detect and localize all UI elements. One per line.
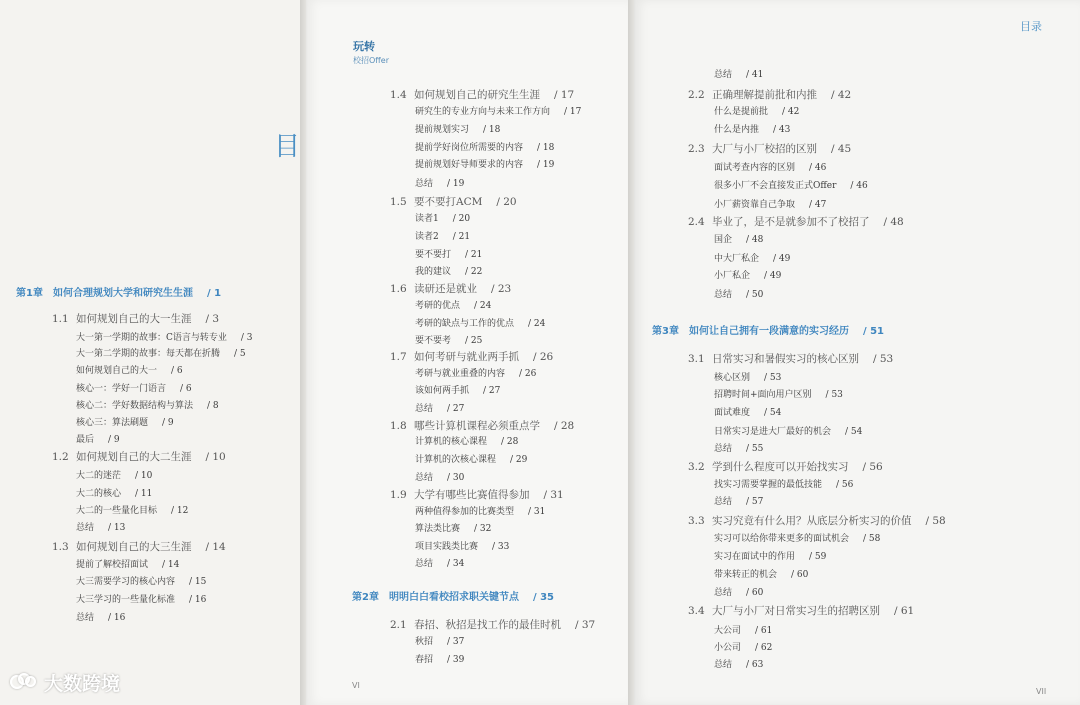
toc-title: 中大厂私企 <box>714 254 760 264</box>
toc-page: / 58 <box>863 534 881 544</box>
toc-subsection <box>415 434 518 447</box>
toc-title: 两种值得参加的比赛类型 <box>415 507 515 517</box>
toc-title: 提前规划好导师要求的内容 <box>415 160 524 170</box>
toc-page: / 25 <box>465 336 483 346</box>
toc-title: 总结 <box>76 523 95 533</box>
toc-page: / 32 <box>474 524 492 534</box>
toc-page: / 56 <box>862 461 883 473</box>
toc-page: / 47 <box>809 200 827 210</box>
toc-number: 2.3 <box>688 143 705 155</box>
toc-title: 大公司 <box>714 626 742 636</box>
toc-title: 核心区别 <box>714 373 751 383</box>
toc-title: 大学有哪些比赛值得参加 <box>414 489 530 501</box>
toc-title: 大厂与小厂对日常实习生的招聘区别 <box>712 605 880 617</box>
toc-subsection <box>415 157 554 170</box>
toc-subsection <box>76 381 192 394</box>
toc-page: / 24 <box>474 301 492 311</box>
toc-page: / 19 <box>447 179 465 189</box>
toc-subsection <box>714 477 853 490</box>
toc-section <box>390 487 564 502</box>
toc-title: 哪些计算机课程必须重点学 <box>414 420 540 432</box>
toc-page: / 49 <box>764 271 782 281</box>
toc-page: / 10 <box>205 451 226 463</box>
toc-subsection <box>714 585 763 598</box>
toc-subsection <box>714 268 781 281</box>
toc-page: / 45 <box>831 143 852 155</box>
toc-subsection <box>76 610 125 623</box>
toc-page: / 22 <box>465 267 483 277</box>
toc-page: / 42 <box>831 89 852 101</box>
running-head-subtitle: 校招Offer <box>353 56 390 65</box>
toc-title: 总结 <box>714 588 733 598</box>
toc-page: / 43 <box>773 125 791 135</box>
toc-page: / 48 <box>883 216 904 228</box>
toc-page: / 31 <box>543 489 564 501</box>
toc-subsection <box>76 574 206 587</box>
toc-number: 第2章 <box>352 592 379 603</box>
toc-subsection <box>76 363 183 376</box>
toc-page: / 53 <box>764 373 782 383</box>
toc-section <box>52 539 226 554</box>
toc-subsection <box>714 287 763 300</box>
toc-subsection <box>415 176 464 189</box>
toc-subsection <box>714 657 763 670</box>
toc-subsection <box>714 567 808 580</box>
toc-title: 如何让自己拥有一段满意的实习经历 <box>688 326 849 337</box>
watermark <box>10 669 120 696</box>
toc-title: 读研还是就业 <box>414 283 477 295</box>
toc-page: / 17 <box>554 89 575 101</box>
toc-title: 正确理解提前批和内推 <box>712 89 817 101</box>
toc-title: 春招、秋招是找工作的最佳时机 <box>414 619 561 631</box>
toc-page: / 60 <box>746 588 764 598</box>
toc-section <box>688 513 946 528</box>
toc-section <box>390 418 574 433</box>
toc-title: 总结 <box>415 559 434 569</box>
toc-title: 提前学好岗位所需要的内容 <box>415 143 524 153</box>
toc-subsection <box>76 503 188 516</box>
toc-section <box>688 214 904 229</box>
toc-subsection <box>415 383 500 396</box>
toc-title: 毕业了，是不是就参加不了校招了 <box>712 216 870 228</box>
toc-title: 总结 <box>714 497 733 507</box>
toc-title: 实习在面试中的作用 <box>714 552 796 562</box>
toc-title: 最后 <box>76 435 95 445</box>
toc-subsection <box>76 520 125 533</box>
toc-number: 3.2 <box>688 461 705 473</box>
toc-title: 该如何两手抓 <box>415 386 470 396</box>
toc-page: / 16 <box>108 613 126 623</box>
toc-subsection <box>415 247 482 260</box>
toc-title: 核心一：学好一门语言 <box>76 384 167 394</box>
toc-section <box>688 459 883 474</box>
toc-page: / 18 <box>537 143 555 153</box>
toc-subsection <box>714 424 862 437</box>
toc-page: / 1 <box>206 288 222 299</box>
toc-title: 总结 <box>714 70 733 80</box>
toc-title: 总结 <box>714 290 733 300</box>
toc-title: 计算机的核心课程 <box>415 437 488 447</box>
toc-title: 招聘时间+面向用户区别 <box>714 390 812 400</box>
toc-number: 2.1 <box>390 619 407 631</box>
toc-page: / 5 <box>234 349 246 359</box>
toc-title: 大一第一学期的故事：C语言与转专业 <box>76 333 227 343</box>
toc-title: 计算机的次核心课程 <box>415 455 497 465</box>
toc-subsection <box>415 470 464 483</box>
toc-page: / 17 <box>564 107 582 117</box>
toc-title: 日常实习是进大厂最好的机会 <box>714 427 832 437</box>
toc-page: / 14 <box>205 541 226 553</box>
toc-title: 大一第二学期的故事：每天都在折腾 <box>76 349 221 359</box>
toc-number: 1.1 <box>52 313 69 325</box>
toc-title: 核心三：算法刷题 <box>76 418 149 428</box>
toc-section <box>688 603 914 618</box>
toc-page: / 35 <box>532 592 555 603</box>
contents-label: 目录 <box>1020 20 1042 33</box>
toc-subsection <box>76 415 174 428</box>
toc-page: / 61 <box>755 626 773 636</box>
toc-title: 什么是内推 <box>714 125 760 135</box>
toc-title: 带来转正的机会 <box>714 570 778 580</box>
toc-page: / 10 <box>135 471 153 481</box>
toc-title: 提前规划实习 <box>415 125 470 135</box>
toc-title: 什么是提前批 <box>714 107 769 117</box>
toc-page: / 31 <box>528 507 546 517</box>
toc-page: / 41 <box>746 70 764 80</box>
toc-subsection <box>415 104 581 117</box>
toc-subsection <box>415 229 470 242</box>
toc-title: 大三学习的一些量化标准 <box>76 595 176 605</box>
toc-page: / 8 <box>207 401 219 411</box>
toc-subsection <box>714 640 772 653</box>
toc-subsection <box>415 122 500 135</box>
toc-subsection <box>714 178 868 191</box>
toc-title: 大二的核心 <box>76 489 122 499</box>
toc-title: 小公司 <box>714 643 742 653</box>
toc-page: / 12 <box>171 506 189 516</box>
toc-page: / 20 <box>496 196 517 208</box>
toc-subsection <box>415 539 509 552</box>
toc-title: 要不要打ACM <box>414 196 483 208</box>
toc-title: 明明白白看校招求职关键节点 <box>388 592 519 603</box>
toc-page: / 54 <box>764 408 782 418</box>
toc-title: 总结 <box>415 404 434 414</box>
toc-subsection <box>714 623 772 636</box>
toc-chapter <box>16 284 221 299</box>
toc-title: 总结 <box>714 444 733 454</box>
toc-page: / 33 <box>492 542 510 552</box>
toc-page: / 21 <box>465 250 483 260</box>
gutter-right <box>628 0 636 705</box>
watermark-text: 大数跨境 <box>44 673 121 695</box>
toc-page: / 15 <box>189 577 207 587</box>
toc-subsection <box>415 401 464 414</box>
toc-page: / 9 <box>162 418 174 428</box>
toc-subsection <box>714 549 826 562</box>
toc-page: / 42 <box>782 107 800 117</box>
toc-subsection <box>415 452 527 465</box>
toc-subsection <box>714 251 790 264</box>
toc-title: 日常实习和暑假实习的核心区别 <box>712 353 859 365</box>
toc-subsection <box>714 67 763 80</box>
toc-subsection <box>76 468 152 481</box>
toc-subsection <box>415 504 545 517</box>
toc-subsection <box>714 232 763 245</box>
toc-subsection <box>76 592 206 605</box>
running-head <box>353 38 389 66</box>
toc-subsection <box>76 486 152 499</box>
toc-page: / 39 <box>447 655 465 665</box>
toc-number: 1.8 <box>390 420 407 432</box>
toc-page: / 20 <box>452 214 471 224</box>
toc-subsection <box>714 531 880 544</box>
toc-subsection <box>415 333 482 346</box>
toc-subsection <box>714 197 826 210</box>
toc-page: / 46 <box>850 181 868 191</box>
toc-section <box>390 281 511 296</box>
toc-title: 如何规划自己的大一 <box>76 366 158 376</box>
toc-title: 国企 <box>714 235 733 245</box>
toc-title: 提前了解校招面试 <box>76 560 149 570</box>
toc-subsection <box>415 366 536 379</box>
toc-page: / 37 <box>447 637 465 647</box>
toc-page: / 55 <box>746 444 764 454</box>
toc-number: 1.2 <box>52 451 69 463</box>
toc-page: / 13 <box>108 523 126 533</box>
toc-page: / 49 <box>773 254 791 264</box>
watermark-logo-icon <box>10 673 38 693</box>
toc-title: 实习可以给你带来更多的面试机会 <box>714 534 850 544</box>
toc-subsection <box>415 521 491 534</box>
toc-title: 总结 <box>714 660 733 670</box>
toc-page: / 61 <box>894 605 915 617</box>
toc-title: 如何规划自己的大二生涯 <box>76 451 192 463</box>
toc-page: / 63 <box>746 660 764 670</box>
toc-number: 第1章 <box>16 288 43 299</box>
toc-page: / 14 <box>162 560 180 570</box>
toc-section <box>52 311 219 326</box>
toc-number: 第3章 <box>652 326 679 337</box>
toc-page: / 53 <box>825 390 843 400</box>
toc-page: / 62 <box>755 643 773 653</box>
toc-subsection <box>415 298 491 311</box>
toc-title: 总结 <box>415 179 434 189</box>
toc-chapter <box>352 588 554 603</box>
page-number-right: VII <box>1036 687 1047 696</box>
toc-page: / 54 <box>845 427 863 437</box>
toc-page: / 9 <box>108 435 120 445</box>
toc-subsection <box>714 122 790 135</box>
toc-page: / 24 <box>528 319 546 329</box>
toc-subsection <box>76 432 120 445</box>
toc-page: / 56 <box>836 480 854 490</box>
toc-title: 核心二：学好数据结构与算法 <box>76 401 194 411</box>
toc-number: 1.3 <box>52 541 69 553</box>
toc-title: 大厂与小厂校招的区别 <box>712 143 817 155</box>
toc-title: 面试难度 <box>714 408 751 418</box>
toc-title: 要不要考 <box>415 336 452 346</box>
toc-title: 研究生的专业方向与未来工作方向 <box>415 107 551 117</box>
toc-page: / 18 <box>483 125 501 135</box>
toc-page: / 57 <box>746 497 764 507</box>
toc-page: / 30 <box>447 473 465 483</box>
toc-page: / 58 <box>925 515 946 527</box>
running-head-title: 玩转 <box>353 40 375 53</box>
toc-page: / 19 <box>537 160 555 170</box>
toc-title: 如何规划自己的研究生生涯 <box>414 89 540 101</box>
toc-title: 如何规划自己的大一生涯 <box>76 313 192 325</box>
toc-title: 大二的迷茫 <box>76 471 122 481</box>
toc-title: 小厂私企 <box>714 271 751 281</box>
toc-page: / 29 <box>510 455 528 465</box>
toc-title: 找实习需要掌握的最低技能 <box>714 480 823 490</box>
toc-title: 如何合理规划大学和研究生生涯 <box>52 288 193 299</box>
toc-page: / 16 <box>189 595 207 605</box>
toc-section <box>390 617 595 632</box>
toc-subsection <box>415 211 470 224</box>
toc-subsection <box>714 104 799 117</box>
toc-number: 3.1 <box>688 353 705 365</box>
toc-page: / 26 <box>519 369 537 379</box>
toc-subsection <box>415 140 554 153</box>
toc-title: 考研与就业重叠的内容 <box>415 369 506 379</box>
toc-section <box>390 87 574 102</box>
toc-number: 2.4 <box>688 216 705 228</box>
toc-page: / 28 <box>501 437 519 447</box>
toc-page: / 60 <box>791 570 809 580</box>
toc-section <box>688 351 893 366</box>
toc-section <box>688 141 851 156</box>
toc-title: 我的建议 <box>415 267 452 277</box>
toc-number: 1.4 <box>390 89 407 101</box>
toc-subsection <box>76 398 219 411</box>
toc-subsection <box>714 494 763 507</box>
toc-number: 1.6 <box>390 283 407 295</box>
toc-title: 算法类比赛 <box>415 524 461 534</box>
toc-subsection <box>714 370 781 383</box>
toc-title: 大三需要学习的核心内容 <box>76 577 176 587</box>
toc-page: / 34 <box>447 559 465 569</box>
toc-number: 3.4 <box>688 605 705 617</box>
toc-title: 要不要打 <box>415 250 452 260</box>
toc-title: 实习究竟有什么用？从底层分析实习的价值 <box>712 515 912 527</box>
toc-subsection <box>714 441 763 454</box>
toc-page: / 53 <box>873 353 894 365</box>
toc-subsection <box>415 264 482 277</box>
toc-subsection <box>76 346 246 359</box>
toc-title: 面试考查内容的区别 <box>714 163 796 173</box>
toc-page: / 28 <box>554 420 575 432</box>
toc-section <box>390 194 517 209</box>
toc-page: / 11 <box>135 489 153 499</box>
toc-title: 项目实践类比赛 <box>415 542 479 552</box>
toc-title: 很多小厂不会直接发正式Offer <box>714 181 837 191</box>
toc-number: 1.7 <box>390 351 407 363</box>
toc-page: / 27 <box>447 404 465 414</box>
toc-subsection <box>415 316 545 329</box>
contents-big-char: 目 <box>274 132 301 162</box>
toc-page: / 48 <box>746 235 764 245</box>
toc-subsection <box>76 330 253 343</box>
toc-subsection <box>714 160 826 173</box>
toc-section <box>52 449 226 464</box>
toc-title: 如何考研与就业两手抓 <box>414 351 519 363</box>
toc-subsection <box>714 405 781 418</box>
toc-section <box>390 349 553 364</box>
toc-title: 总结 <box>76 613 95 623</box>
toc-number: 2.2 <box>688 89 705 101</box>
toc-page: / 59 <box>809 552 827 562</box>
toc-page: / 50 <box>746 290 764 300</box>
toc-title: 大二的一些量化目标 <box>76 506 158 516</box>
toc-title: 考研的优点 <box>415 301 461 311</box>
toc-title: 春招 <box>415 655 434 665</box>
gutter-left <box>300 0 308 705</box>
toc-title: 读者2 <box>415 232 439 242</box>
toc-title: 秋招 <box>415 637 434 647</box>
toc-subsection <box>415 556 464 569</box>
toc-page: / 3 <box>240 333 253 343</box>
toc-page: / 6 <box>180 384 192 394</box>
toc-page: / 26 <box>533 351 554 363</box>
toc-section <box>688 87 851 102</box>
toc-page: / 23 <box>491 283 512 295</box>
toc-subsection <box>415 634 464 647</box>
toc-subsection <box>415 652 464 665</box>
toc-chapter <box>652 322 884 337</box>
toc-page: / 3 <box>205 313 220 325</box>
toc-title: 如何规划自己的大三生涯 <box>76 541 192 553</box>
toc-number: 3.3 <box>688 515 705 527</box>
toc-page: / 21 <box>452 232 471 242</box>
toc-title: 小厂薪资靠自己争取 <box>714 200 796 210</box>
toc-title: 学到什么程度可以开始找实习 <box>712 461 849 473</box>
toc-page: / 37 <box>575 619 596 631</box>
toc-number: 1.9 <box>390 489 407 501</box>
toc-title: 总结 <box>415 473 434 483</box>
toc-page: / 46 <box>809 163 827 173</box>
toc-title: 考研的缺点与工作的优点 <box>415 319 515 329</box>
toc-number: 1.5 <box>390 196 407 208</box>
toc-page: / 6 <box>171 366 183 376</box>
toc-page: / 27 <box>483 386 501 396</box>
toc-subsection <box>714 387 843 400</box>
toc-title: 读者1 <box>415 214 439 224</box>
toc-subsection <box>76 557 179 570</box>
page-number-left: VI <box>352 681 360 690</box>
toc-page: / 51 <box>862 326 885 337</box>
